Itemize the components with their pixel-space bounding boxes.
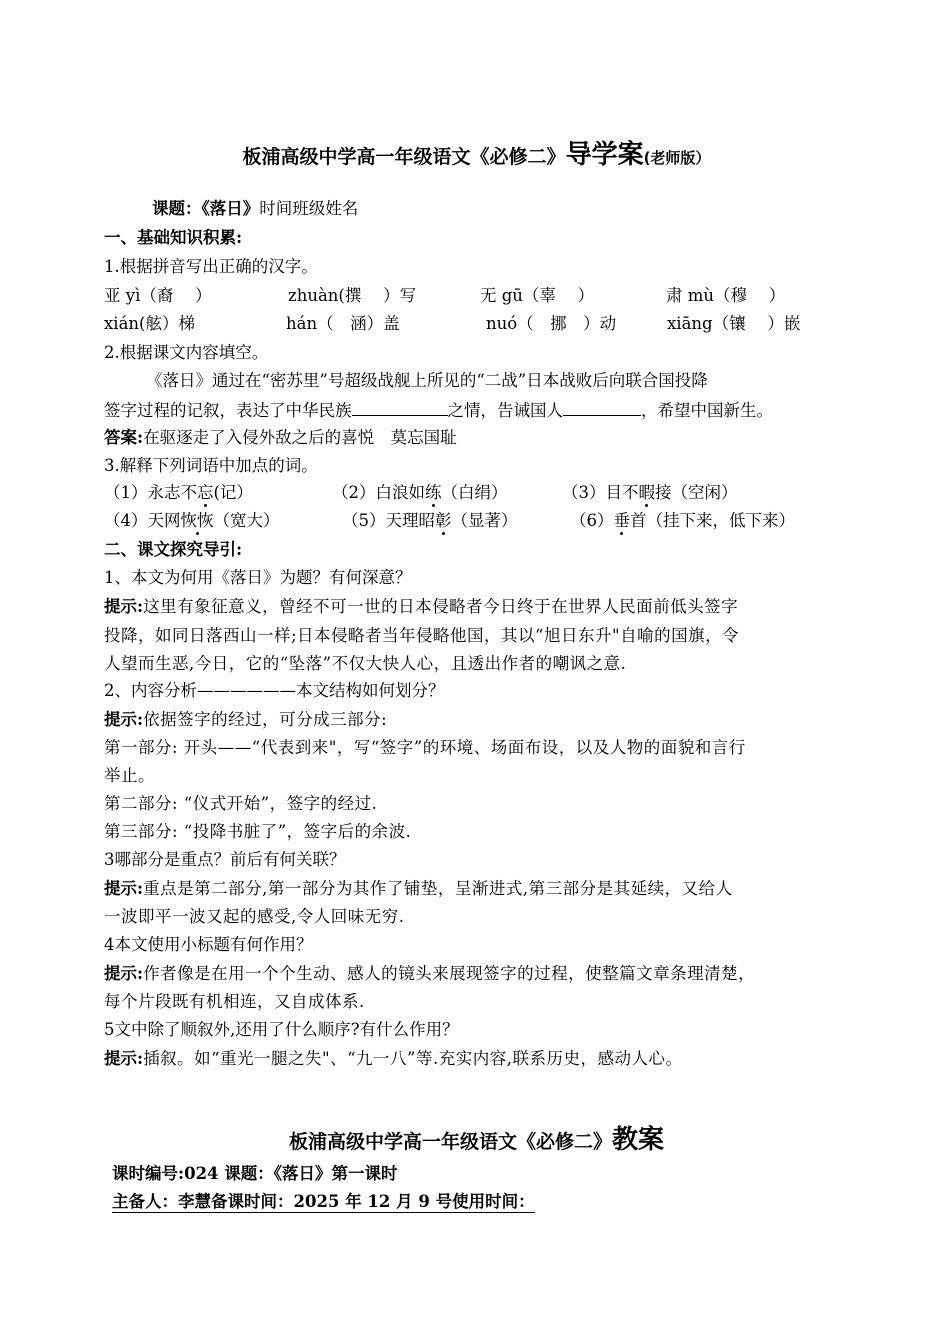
pinyin-row-2 [104,312,849,336]
section1-heading: 一、基础知识积累: [104,228,243,247]
pinyin-item: xián(舷）梯 [104,314,195,333]
question-2: 2.根据课文内容填空。 [104,343,269,362]
hint-4-line-1: 提示:作者像是在用一个个生动、感人的镜头来展现签字的过程，使整篇文章条理清楚， [104,964,756,983]
title-main: 板浦高级中学高一年级语文《必修二》 [242,146,566,168]
word-item: （4）天网恢恢（宽大） [104,511,280,530]
hint-4-line-2: 每个片段既有机相连，又自成体系. [104,992,365,1011]
part-2: 第二部分: “仪式开始”，签字的经过. [104,794,378,813]
word-item: （5）天理昭彰（显著） [342,511,518,530]
fill-text: ，希望中国新生。 [641,401,773,420]
fill-text-line-1: 《落日》通过在“密苏里”号超级战舰上所见的“二战”日本战败后向联合国投降 [146,371,708,390]
hint-3-line-2: 一波即平一波又起的感受,令人回味无穷. [104,907,405,926]
hint-label: 提示: [104,964,144,983]
document-title [104,134,849,171]
pinyin-item: zhuàn(撰 ）写 [288,286,417,305]
discussion-question-3: 3哪部分是重点？前后有何关联？ [104,850,346,869]
word-item: （2）白浪如练（白绢） [332,483,508,502]
pinyin-item: hán（ 涵）盖 [286,314,400,333]
hint-1-line-2: 投降，如同日落西山一样;日本侵略者当年侵略他国，其以“旭日东升"自喻的国旗，令 [104,626,740,645]
pinyin-item: 肃 mù（穆 ） [666,286,786,305]
hint-1-line-3: 人望而生恶,今日，它的“坠落”不仅大快人心，且透出作者的嘲讽之意. [104,654,627,673]
hint-1-line-1: 提示:这里有象征意义，曾经不可一世的日本侵略者今日终于在世界人民面前低头签字 [104,597,739,616]
title-emphasis: 导学案 [565,140,644,170]
hint-label: 提示: [104,597,144,616]
answer-blank [563,398,641,416]
pinyin-item: 无 gū（辜 ） [480,286,595,305]
answer-label: 答案: [104,428,144,447]
hint-label: 提示: [104,1049,144,1068]
lesson-line [152,197,358,221]
discussion-question-1: 1、本文为何用《落日》为题？有何深意？ [104,568,412,587]
question-1: 1.根据拼音写出正确的汉字。 [104,257,318,276]
word-item: （1）永志不忘(记） [104,483,253,502]
lesson-plan-title [104,1119,849,1156]
discussion-question-5: 5文中除了顺叙外,还用了什么顺序?有什么作用？ [104,1020,459,1039]
hint-5: 提示:插叙。如“重光一腿之失"、“九一八”等.充实内容,联系历史，感动人心。 [104,1049,683,1068]
part-1-line-2: 举止。 [104,766,155,785]
word-item: （3）目不暇接（空闲） [562,483,738,502]
hint-label: 提示: [104,879,144,898]
lesson-label: 课题： [152,199,202,218]
title-emphasis: 教案 [612,1125,665,1155]
title-main: 板浦高级中学高一年级语文《必修二》 [288,1131,612,1153]
word-row-1 [104,481,849,505]
part-1-line-1: 第一部分: 开头——“代表到来"，写“签字”的环境、场面布设，以及人物的面貌和言行 [104,738,746,757]
lesson-plan-meta-2-wrap [112,1190,535,1214]
lesson-meta: 时间班级姓名 [259,199,359,218]
pinyin-item: nuó（ 挪 ）动 [486,314,617,333]
pinyin-item: xiāng（镶 ）嵌 [667,314,801,333]
answer-text: 在驱逐走了入侵外敌之后的喜悦 莫忘国耻 [143,428,457,447]
word-item: （6）垂首（挂下来，低下来） [570,511,795,530]
lesson-plan-meta-1: 课时编号:024 课题：《落日》第一课时 [112,1164,398,1183]
fill-text-line-2 [104,398,773,423]
title-suffix: (老师版） [643,149,711,167]
pinyin-item: 亚 yì（裔 ） [104,286,212,305]
lesson-plan-meta-2: 主备人：李慧备课时间：2025 年 12 月 9 号使用时间： [112,1192,535,1211]
discussion-question-4: 4本文使用小标题有何作用？ [104,935,313,954]
discussion-question-2: 2、内容分析——————本文结构如何划分？ [104,681,445,700]
answer-blank [352,398,448,416]
part-3: 第三部分: “投降书脏了”，签字后的余波. [104,822,412,841]
fill-text: 之情，告诫国人 [447,401,563,420]
answer-line [104,426,457,450]
question-3: 3.解释下列词语中加点的词。 [104,456,318,475]
lesson-title: 《落日》 [201,199,260,218]
hint-label: 提示: [104,710,144,729]
hint-2: 提示:依据签字的经过，可分成三部分: [104,710,388,729]
pinyin-row-1 [104,284,849,308]
fill-text: 签字过程的记叙，表达了中华民族 [104,401,352,420]
hint-3-line-1: 提示:重点是第二部分,第一部分为其作了铺垫，呈渐进式,第三部分是其延续，又给人 [104,879,733,898]
section2-heading: 二、课文探究导引: [104,540,243,559]
word-row-2 [104,509,849,533]
